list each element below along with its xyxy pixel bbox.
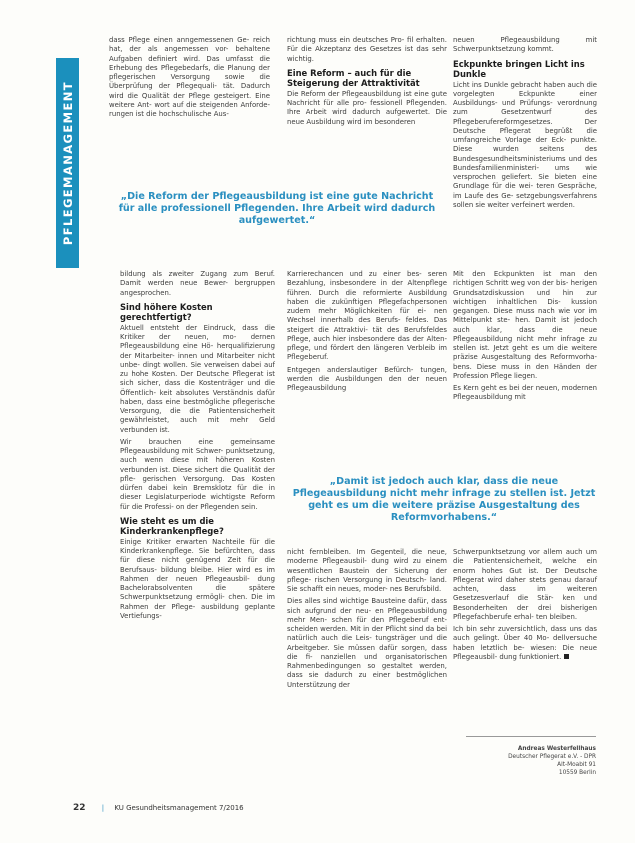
paragraph: dass Pflege einen anngemessenen Ge- reich hat, der als angemessen vor- behaltene Aufgaben definiert wird. Das umfasst die Erhebung des Pflegebedarfs, die Planung der pflegerischen Versorgung sowie die Überprüfung der Pflegequali- tät. Dadurch wird die Qualität der Pflege gesteigert. Eine weitere Ant- wort auf die steigenden Anforde- rungen ist die hochschulische Aus-: [109, 36, 270, 118]
section-label-text: PFLEGEMANAGEMENT: [60, 80, 75, 246]
pull-quote-2: [289, 476, 599, 524]
journal-name: KU Gesundheitsmanagement 7/2016: [114, 804, 244, 812]
middle-column-1: [120, 270, 275, 624]
page-number: 22: [73, 803, 86, 813]
paragraph: Licht ins Dunkle gebracht haben auch die vorgelegten Eckpunkte einer Ausbildungs- und Prüfungs- verordnung zum Gesetzentwurf des Pflegeberufereformgesetzes. Der Deutsche Pflegerat begrüßt die umfangreiche Vorlage der Eck- punkte. Diese wurden seitens des Bundesgesundheitsministeriums und des Bundesfamilienministeri- ums wie versprochen geliefert. Sie bieten eine Grundlage für die wei- teren Gespräche, im Laufe des Ge- setzgebungsverfahrens sollen sie weiter verfeinert werden.: [453, 80, 597, 209]
paragraph: Wir brauchen eine gemeinsame Pflegeausbildung mit Schwer- punktsetzung, auch wenn diese mit höheren Kosten verbunden ist. Diese sichert die Qualität der pfle- gerischen Versorgung. Das Kosten dürfen dabei kein Bremsklotz für die in dieser Legislaturperiode wichtigste Reform für die Professi- on der Pflegenden sein.: [120, 437, 275, 511]
section-label: [56, 58, 79, 268]
paragraph: [453, 625, 597, 662]
top-column-1: [109, 36, 270, 122]
paragraph: Entgegen anderslautiger Befürch- tungen, werden die Ausbildungen den der neuen Pflegeausbildung: [287, 365, 447, 392]
paragraph: Die Reform der Pflegeausbildung ist eine gute Nachricht für alle pro- fessionell Pflegenden. Ihre Arbeit wird dadurch aufgewertet. Die neue Ausbildung wird im besonderen: [287, 89, 447, 126]
paragraph: Mit den Eckpunkten ist man den richtigen Schritt weg von der bis- herigen Grundsatzdiskussion und hin zur wichtigen inhaltlichen Dis- kussion gegangen. Diese muss nach wie vor im Mittelpunkt ste- hen. Damit ist jedoch auch klar, dass die neue Pflegeausbildung nicht mehr infrage zu stellen ist. Jetzt geht es um die weitere präzise Ausgestaltung des Reformvorha- bens. Diese muss in den Händen der Profession Pflege liegen.: [453, 270, 597, 380]
paragraph-text: Ich bin sehr zuversichtlich, dass uns das auch gelingt. Über 40 Mo- dellversuche haben letztlich be- wiesen: Die neue Pflegeausbil- dung funktioniert.: [453, 625, 597, 661]
paragraph: Dies alles sind wichtige Bausteine dafür, dass sich aufgrund der neu- en Pflegeausbildung mehr Men- schen für den Pflegeberuf ent- scheiden werden. Mit in der Pflicht sind da bei natürlich auch die Leis- tungsträger und die Arbeitgeber. Sie müssen dafür sorgen, dass die fi- nanziellen und organisatorischen Rahmenbedingungen so gestaltet werden, dass sie dadurch zu einer bestmöglichen Unterstützung der: [287, 597, 447, 689]
paragraph: Karrierechancen und zu einer bes- seren Bezahlung, insbesondere in der Altenpflege führen. Durch die reformierte Ausbildung haben die zukünftigen Pflegefachpersonen zudem mehr Möglichkeiten für ei- nen Wechsel innerhalb des Berufs- feldes. Das steigert die Attraktivi- tät des Berufsfeldes Pflege, auch hier insbesondere das der Alten- pflege, und fördert den längeren Verbleib im Pflegeberuf.: [287, 270, 447, 362]
author-street: Alt-Moabit 91: [557, 762, 596, 768]
top-column-2: [287, 36, 447, 130]
paragraph: neuen Pflegeausbildung mit Schwerpunktsetzung kommt.: [453, 36, 597, 54]
paragraph: nicht fernbleiben. Im Gegenteil, die neue, moderne Pflegeausbil- dung wird zu einem wesentlichen Baustein der Sicherung der pflege- rischen Versorgung in Deutsch- land. Sie schafft ein neues, moder- nes Berufsbild.: [287, 548, 447, 593]
pull-quote-1: [118, 191, 436, 227]
author-signature: [466, 745, 596, 777]
middle-column-3: [453, 270, 597, 406]
middle-column-2: [287, 270, 447, 396]
pull-quote-text: „Die Reform der Pflegeausbildung ist eine gute Nachricht für alle professionell Pflegenden. Ihre Arbeit wird dadurch aufgewertet.“: [118, 191, 436, 226]
paragraph: richtung muss ein deutsches Pro- fil erhalten. Für die Akzeptanz des Gesetzes ist das sehr wichtig.: [287, 36, 447, 63]
author-city: 10559 Berlin: [558, 770, 596, 776]
subheading: Wie steht es um die Kinderkrankenpflege?: [120, 515, 224, 536]
author-organization: Deutscher Pflegerat e.V. - DPR: [508, 754, 596, 760]
page-footer: [73, 803, 244, 813]
paragraph: Aktuell entsteht der Eindruck, dass die Kritiker der neuen, mo- dernen Pflegeausbildung eine Hö- herqualifizierung der Mitarbeiter- innen und Mitarbeiter nicht unbe- dingt wollen. Sie verweisen dabei auf zu hohe Kosten. Der Deutsche Pflegerat ist sich sicher, dass die Kostenträger und die Öffentlich- keit absolutes Verständnis dafür haben, dass eine bestmögliche pflegerische Versorgung, die die Patientensicherheit gewährleistet, auch mit mehr Geld verbunden ist.: [120, 323, 275, 434]
bottom-column-2: [287, 548, 447, 693]
subheading: Eckpunkte bringen Licht ins Dunkle: [453, 58, 585, 79]
pull-quote-text: „Damit ist jedoch auch klar, dass die neue Pflegeausbildung nicht mehr infrage zu stellen ist. Jetzt geht es um die weitere präzise Ausgestaltung des Reformvorhabens.“: [292, 476, 596, 523]
footer-separator: |: [101, 804, 105, 812]
subheading: Sind höhere Kosten gerechtfertigt?: [120, 301, 213, 322]
author-name: Andreas Westerfellhaus: [517, 746, 596, 752]
paragraph: Es Kern geht es bei der neuen, modernen Pflegeausbildung mit: [453, 384, 597, 402]
bottom-column-3: [453, 548, 597, 665]
top-column-3: [453, 36, 597, 213]
end-mark-icon: [564, 654, 569, 659]
paragraph: Einige Kritiker erwarten Nachteile für die Kinderkrankenpflege. Sie befürchten, dass für diese nicht genügend Zeit für die Berufsaus- bildung bleibe. Hier wird es im Rahmen der neuen Pflegeausbil- dung Bachelorabsolventen die spätere Schwerpunktsetzung ermögli- chen. Die im Rahmen der Pflege- ausbildung geplante Vertiefungs-: [120, 537, 275, 620]
subheading: Eine Reform – auch für die Steigerung der Attraktivität: [287, 67, 420, 88]
paragraph: bildung als zweiter Zugang zum Beruf. Damit werden neue Bewer- bergruppen angesprochen.: [120, 270, 275, 297]
signature-divider: [466, 736, 596, 737]
paragraph: Schwerpunktsetzung vor allem auch um die Patientensicherheit, welche ein enorm hohes Gut ist. Der Deutsche Pflegerat wird daher stets genau darauf achten, dass im weiteren Gesetzesverlauf die Stär- ken und Besonderheiten der drei bisherigen Pflegefachberufe erhal- ten bleiben.: [453, 548, 597, 621]
